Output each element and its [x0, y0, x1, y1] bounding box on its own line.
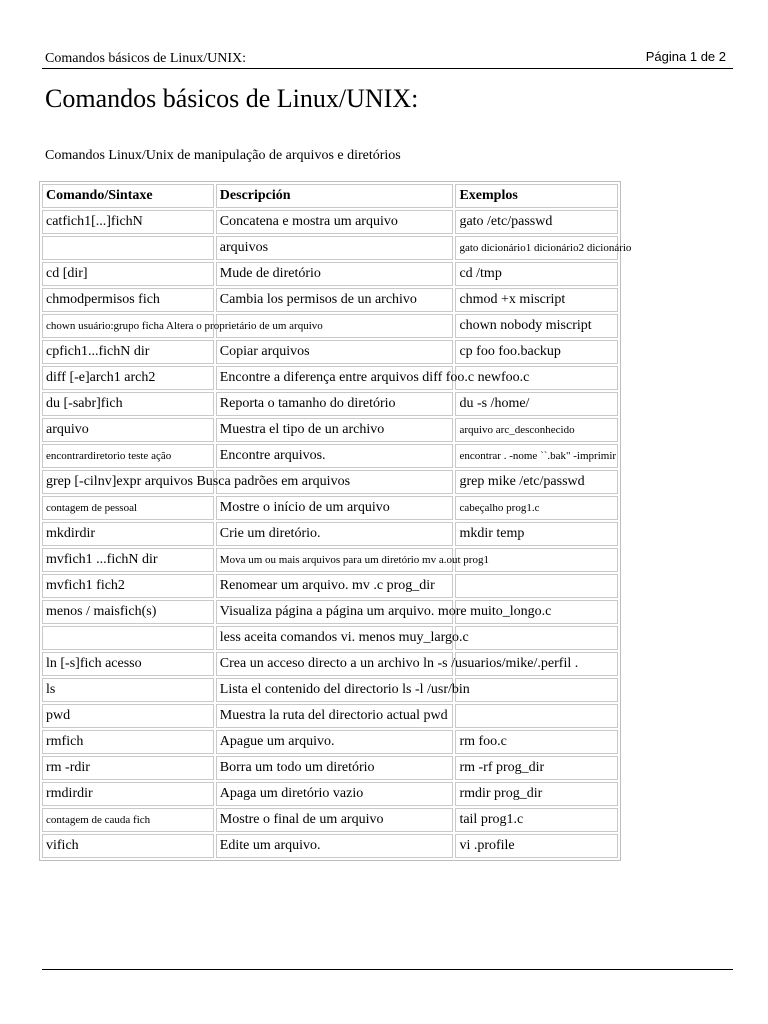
description-cell: Borra um todo um diretório: [216, 756, 454, 780]
table-row: [42, 444, 618, 468]
example-cell: [455, 626, 618, 650]
command-cell: ln [-s]fich acesso: [42, 652, 214, 676]
description-cell: Apaga um diretório vazio: [216, 782, 454, 806]
description-cell: Reporta o tamanho do diretório: [216, 392, 454, 416]
command-cell: contagem de pessoal: [42, 496, 214, 520]
example-cell: rmdir prog_dir: [455, 782, 618, 806]
description-cell: Crie um diretório.: [216, 522, 454, 546]
table-row: [42, 366, 618, 390]
table-row: [42, 470, 618, 494]
command-cell: contagem de cauda fich: [42, 808, 214, 832]
column-header-description: Descripción: [216, 184, 454, 208]
command-cell: rmfich: [42, 730, 214, 754]
table-row: [42, 496, 618, 520]
description-cell: Edite um arquivo.: [216, 834, 454, 858]
example-cell: arquivo arc_desconhecido: [455, 418, 618, 442]
table-row: [42, 288, 618, 312]
table-row: [42, 262, 618, 286]
example-cell: du -s /home/: [455, 392, 618, 416]
command-cell: arquivo: [42, 418, 214, 442]
table-row: [42, 548, 618, 572]
example-cell: cd /tmp: [455, 262, 618, 286]
example-cell: gato dicionário1 dicionário2 dicionário: [455, 236, 618, 260]
document-title: Comandos básicos de Linux/UNIX:: [45, 84, 419, 113]
description-cell: Encontre arquivos.: [216, 444, 454, 468]
example-cell: encontrar . -nome ``.bak" -imprimir: [455, 444, 618, 468]
command-cell: grep [-cilnv]expr arquivos Busca padrões em arquivos: [42, 470, 214, 494]
description-cell: Concatena e mostra um arquivo: [216, 210, 454, 234]
table-header-row: [42, 184, 618, 208]
running-header-title: Comandos básicos de Linux/UNIX:: [45, 51, 247, 66]
example-cell: [455, 704, 618, 728]
description-cell: Muestra la ruta del directorio actual pwd: [216, 704, 454, 728]
command-cell: chmodpermisos fich: [42, 288, 214, 312]
description-cell: arquivos: [216, 236, 454, 260]
footer-divider: [42, 969, 733, 970]
example-cell: mkdir temp: [455, 522, 618, 546]
command-cell: chown usuário:grupo ficha Altera o proprietário de um arquivo: [42, 314, 214, 338]
command-cell: mvfich1 fich2: [42, 574, 214, 598]
page-number: Página 1 de 2: [645, 49, 726, 64]
column-header-command: Comando/Sintaxe: [42, 184, 214, 208]
table-row: [42, 626, 618, 650]
table-row: [42, 704, 618, 728]
command-cell: mkdirdir: [42, 522, 214, 546]
table-row: [42, 600, 618, 624]
command-cell: encontrardiretorio teste ação: [42, 444, 214, 468]
command-cell: mvfich1 ...fichN dir: [42, 548, 214, 572]
table-row: [42, 730, 618, 754]
description-cell: Cambia los permisos de un archivo: [216, 288, 454, 312]
description-cell: Lista el contenido del directorio ls -l /usr/bin: [216, 678, 454, 702]
command-cell: rm -rdir: [42, 756, 214, 780]
description-cell: Renomear um arquivo. mv .c prog_dir: [216, 574, 454, 598]
example-cell: chown nobody miscript: [455, 314, 618, 338]
example-cell: vi .profile: [455, 834, 618, 858]
command-cell: pwd: [42, 704, 214, 728]
command-cell: du [-sabr]fich: [42, 392, 214, 416]
command-cell: rmdirdir: [42, 782, 214, 806]
table-row: [42, 392, 618, 416]
example-cell: rm -rf prog_dir: [455, 756, 618, 780]
example-cell: grep mike /etc/passwd: [455, 470, 618, 494]
table-row: [42, 808, 618, 832]
command-cell: cd [dir]: [42, 262, 214, 286]
description-cell: Mova um ou mais arquivos para um diretório mv a.out prog1: [216, 548, 454, 572]
header-divider: [42, 68, 733, 69]
example-cell: [455, 678, 618, 702]
command-cell: diff [-e]arch1 arch2: [42, 366, 214, 390]
example-cell: gato /etc/passwd: [455, 210, 618, 234]
example-cell: cp foo foo.backup: [455, 340, 618, 364]
table-row: [42, 210, 618, 234]
table-row: [42, 236, 618, 260]
description-cell: Encontre a diferença entre arquivos diff foo.c newfoo.c: [216, 366, 454, 390]
description-cell: Mostre o final de um arquivo: [216, 808, 454, 832]
command-cell: cpfich1...fichN dir: [42, 340, 214, 364]
description-cell: Copiar arquivos: [216, 340, 454, 364]
commands-table: [39, 181, 632, 861]
example-cell: rm foo.c: [455, 730, 618, 754]
command-cell: ls: [42, 678, 214, 702]
description-cell: Mude de diretório: [216, 262, 454, 286]
table-row: [42, 782, 618, 806]
example-cell: chmod +x miscript: [455, 288, 618, 312]
command-cell: vifich: [42, 834, 214, 858]
table-row: [42, 574, 618, 598]
description-cell: Apague um arquivo.: [216, 730, 454, 754]
example-cell: cabeçalho prog1.c: [455, 496, 618, 520]
table-row: [42, 756, 618, 780]
command-cell: menos / maisfich(s): [42, 600, 214, 624]
example-cell: tail prog1.c: [455, 808, 618, 832]
command-cell: [42, 236, 214, 260]
description-cell: Visualiza página a página um arquivo. more muito_longo.c: [216, 600, 454, 624]
table-row: [42, 314, 618, 338]
table-row: [42, 834, 618, 858]
table-row: [42, 340, 618, 364]
description-cell: Crea un acceso directo a un archivo ln -s /usuarios/mike/.perfil .: [216, 652, 454, 676]
example-cell: [455, 574, 618, 598]
table-row: [42, 678, 618, 702]
column-header-examples: Exemplos: [455, 184, 618, 208]
command-cell: [42, 626, 214, 650]
table-row: [42, 522, 618, 546]
description-cell: Muestra el tipo de un archivo: [216, 418, 454, 442]
description-cell: less aceita comandos vi. menos muy_largo.c: [216, 626, 454, 650]
command-cell: catfich1[...]fichN: [42, 210, 214, 234]
description-cell: Mostre o início de um arquivo: [216, 496, 454, 520]
table-row: [42, 418, 618, 442]
section-intro: Comandos Linux/Unix de manipulação de arquivos e diretórios: [45, 148, 401, 163]
table-row: [42, 652, 618, 676]
